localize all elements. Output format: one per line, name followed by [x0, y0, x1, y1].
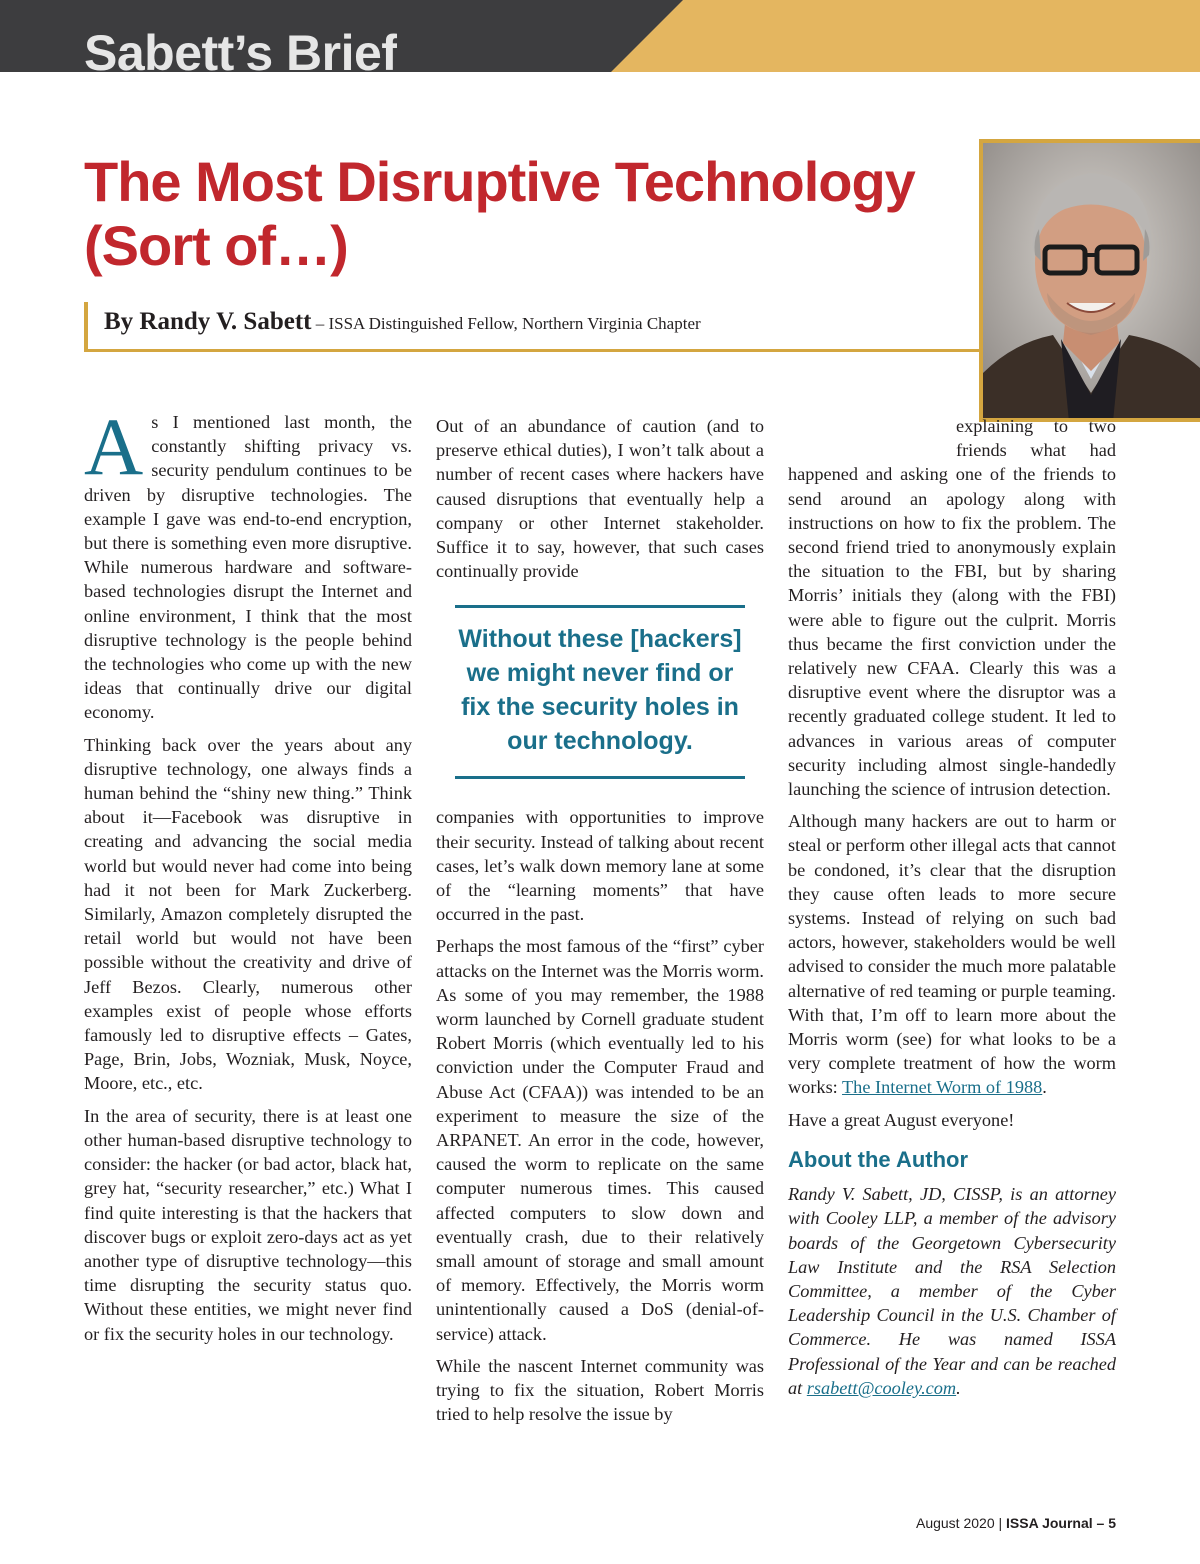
byline-box — [84, 302, 980, 352]
internet-worm-link[interactable]: The Internet Worm of 1988 — [842, 1077, 1043, 1098]
paragraph: Have a great August everyone! — [788, 1109, 1015, 1130]
paragraph-end: . — [1042, 1077, 1047, 1098]
author-affiliation: – ISSA Distinguished Fellow, Northern Virginia Chapter — [311, 314, 701, 333]
paragraph — [788, 809, 1116, 1099]
pull-quote: Without these [hackers] we might never find or fix the security holes in our technology. — [455, 605, 745, 779]
article-column-3 — [788, 414, 1116, 1408]
paragraph: Out of an abundance of caution (and to preserve ethical duties), I won’t talk about a number of recent cases where hackers have caused disruptions that eventually help a company or other Internet stakeholder. Suffice it to say, however, that such cases continually provide — [436, 416, 764, 582]
footer-separator: | — [994, 1515, 1007, 1531]
author-bio — [788, 1182, 1116, 1400]
author-email-link[interactable]: rsabett@cooley.com — [806, 1377, 957, 1398]
article-column-2 — [436, 414, 764, 1435]
article-column-1 — [84, 401, 412, 1354]
about-author-heading: About the Author — [788, 1146, 969, 1172]
section-banner — [0, 0, 1200, 81]
bio-text: Randy V. Sabett, JD, CISSP, is an attorney with Cooley LLP, a member of the advisory boards of the Georgetown Cybersecurity Law Institute and the RSA Selection Committee, a member of the Cyber Leadership Council in the U.S. Chamber of Commerce. He was named ISSA Professional of the Year and can be reached at — [788, 1184, 1116, 1398]
drop-cap: A — [84, 401, 144, 492]
page-footer — [916, 1515, 1116, 1531]
paragraph-text: s I mentioned last month, the constantly shifting privacy vs. security pendulum continues to be driven by disruptive technologies. The example I gave was end-to-end encryption, but there is something even more disruptive. While numerous hardware and software-based technologies disrupt the Internet and online environment, I think that the most disruptive technology is the people behind the technologies who come up with the new ideas that continually drive our digital economy. — [84, 412, 412, 723]
paragraph — [84, 401, 412, 725]
footer-brand: ISSA Journal – 5 — [1006, 1515, 1116, 1531]
photo-wrap-spacer — [788, 414, 956, 462]
bio-end: . — [956, 1377, 961, 1398]
author-photo — [979, 139, 1200, 422]
author-portrait-image — [983, 143, 1200, 422]
byline — [104, 308, 701, 336]
paragraph: In the area of security, there is at least one other human-based disruptive technology to consider: the hacker (or bad actor, black hat, grey hat, “security researcher,” etc.) What I find quite interesting is that the hackers that discover bugs or exploit zero-days act as yet another type of disruptive technology—this time disrupting the security status quo. Without these entities, we might never find or fix the security holes in our technology. — [84, 1105, 412, 1344]
footer-date: August 2020 — [915, 1515, 995, 1531]
paragraph-text: explaining to two friends what had happened and asking one of the friends to send around an apology along with instructions on how to fix the problem. The second friend tried to anonymously explain the situation to the FBI, but by sharing Morris’ initials they (along with the FBI) were able to figure out the culprit. Morris thus became the first conviction under the relatively new CFAA. Clearly this was a disruptive event where the disruptor was a recently graduated college student. It led to advances in various areas of computer security including almost single-handedly launching the science of intrusion detection. — [788, 416, 1116, 800]
paragraph-text: Although many hackers are out to harm or steal or perform other illegal acts that cannot be condoned, it’s clear that the disruption they cause often leads to more secure systems. Instead of relying on such bad actors, however, stakeholders would be well advised to consider the much more palatable alternative of red teaming or purple teaming. With that, I’m off to learn more about the Morris worm (see) for what looks to be a very complete treatment of how the worm works: — [788, 811, 1116, 1098]
paragraph: Thinking back over the years about any disruptive technology, one always finds a human behind the “shiny new thing.” Think about it—Facebook was disruptive in creating and advancing the social media world but would never had come into being had it not been for Mark Zuckerberg. Similarly, Amazon completely disrupted the retail world but would not have been possible without the creativity and drive of Jeff Bezos. Clearly, numerous other examples exist of people whose efforts famously led to disruptive effects – Gates, Page, Brin, Jobs, Wozniak, Musk, Noyce, Moore, etc., etc. — [84, 734, 412, 1094]
paragraph — [788, 414, 1116, 801]
paragraph: Perhaps the most famous of the “first” cyber attacks on the Internet was the Morris worm. As some of you may remember, the 1988 worm launched by Cornell graduate student Robert Morris (which eventually led to his conviction under the Computer Fraud and Abuse Act (CFAA)) was intended to be an experiment to measure the size of the ARPANET. An error in the code, however, caused the worm to replicate on the same computer numerous times. This caused affected computers to slow down and eventually crash, due to their relatively small amount of storage and small amount of memory. Effectively, the Morris worm unintentionally caused a DoS (denial-of-service) attack. — [436, 936, 764, 1344]
paragraph: companies with opportunities to improve their security. Instead of talking about recent cases, let’s walk down memory lane at some of the “learning moments” that have occurred in the past. — [436, 807, 764, 925]
article-headline: The Most Disruptive Technology (Sort of…) — [84, 150, 915, 277]
paragraph: While the nascent Internet community was trying to fix the situation, Robert Morris tried to help resolve the issue by — [436, 1355, 764, 1425]
section-title: Sabett’s Brief — [84, 25, 398, 81]
author-name: By Randy V. Sabett — [104, 308, 312, 335]
